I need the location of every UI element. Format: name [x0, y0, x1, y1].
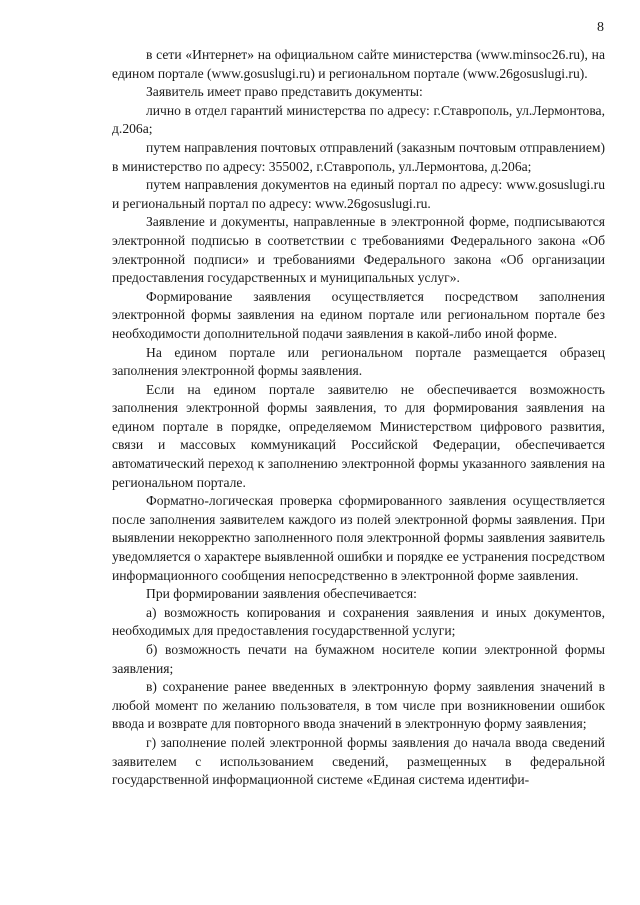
page-number: 8 [597, 20, 604, 35]
paragraph: в сети «Интернет» на официальном сайте министерства (www.minsoc26.ru), на едином портале (www.gosuslugi.ru) и региональном портале (www.26gosuslugi.ru). [112, 47, 605, 81]
paragraph: путем направления документов на единый портал по адресу: www.gosuslugi.ru и региональный портал по адресу: www.26gosuslugi.ru. [112, 177, 605, 211]
paragraph: путем направления почтовых отправлений (заказным почтовым отправлением) в министерство по адресу: 355002, г.Ставрополь, ул.Лермонтова, д.206а; [112, 139, 605, 174]
paragraph: в) сохранение ранее введенных в электронную форму заявления значений в любой момент по желанию пользователя, в том числе при возникновении ошибок ввода и возврате для повторного ввода значений в электронную форму заявления; [112, 679, 605, 732]
paragraph: Заявление и документы, направленные в электронной форме, подписываются электронной подписью в соответствии с требованиями Федерального закона «Об электронной подписи» и требованиями Федерального закона «Об организации предоставления государственных и муниципальных услуг». [112, 214, 605, 286]
document-body [112, 46, 605, 790]
paragraph: Форматно-логическая проверка сформированного заявления осуществляется после заполнения заявителем каждого из полей электронной формы заявления. При выявлении некорректно заполненного поля электронной формы заявления заявитель уведомляется о характере выявленной ошибки и порядке ее устранения посредством информационного сообщения непосредственно в электронной форме заявления. [112, 493, 605, 583]
paragraph: лично в отдел гарантий министерства по адресу: г.Ставрополь, ул.Лермонтова, д.206а; [112, 102, 605, 137]
paragraph: Если на едином портале заявителю не обеспечивается возможность заполнения электронной формы заявления, то для формирования заявления на едином портале в порядке, определяемом Министерством цифрового развития, связи и массовых коммуникаций Российской Федерации, обеспечивается автоматический переход к заполнению электронной формы указанного заявления на региональном портале. [112, 381, 605, 490]
paragraph: Заявитель имеет право представить документы: [146, 84, 423, 100]
paragraph: При формировании заявления обеспечивается: [146, 586, 417, 602]
paragraph: б) возможность печати на бумажном носителе копии электронной формы заявления; [112, 642, 605, 676]
paragraph: Формирование заявления осуществляется посредством заполнения электронной формы заявления на едином портале или региональном портале без необходимости дополнительной подачи заявления в какой-либо иной форме. [112, 288, 605, 341]
paragraph: На едином портале или региональном портале размещается образец заполнения электронной формы заявления. [112, 344, 605, 379]
paragraph: а) возможность копирования и сохранения заявления и иных документов, необходимых для предоставления государственной услуги; [112, 604, 605, 639]
paragraph: г) заполнение полей электронной формы заявления до начала ввода сведений заявителем с использованием сведений, размещенных в федеральной государственной информационной системе «Единая система идентифи- [112, 734, 605, 788]
